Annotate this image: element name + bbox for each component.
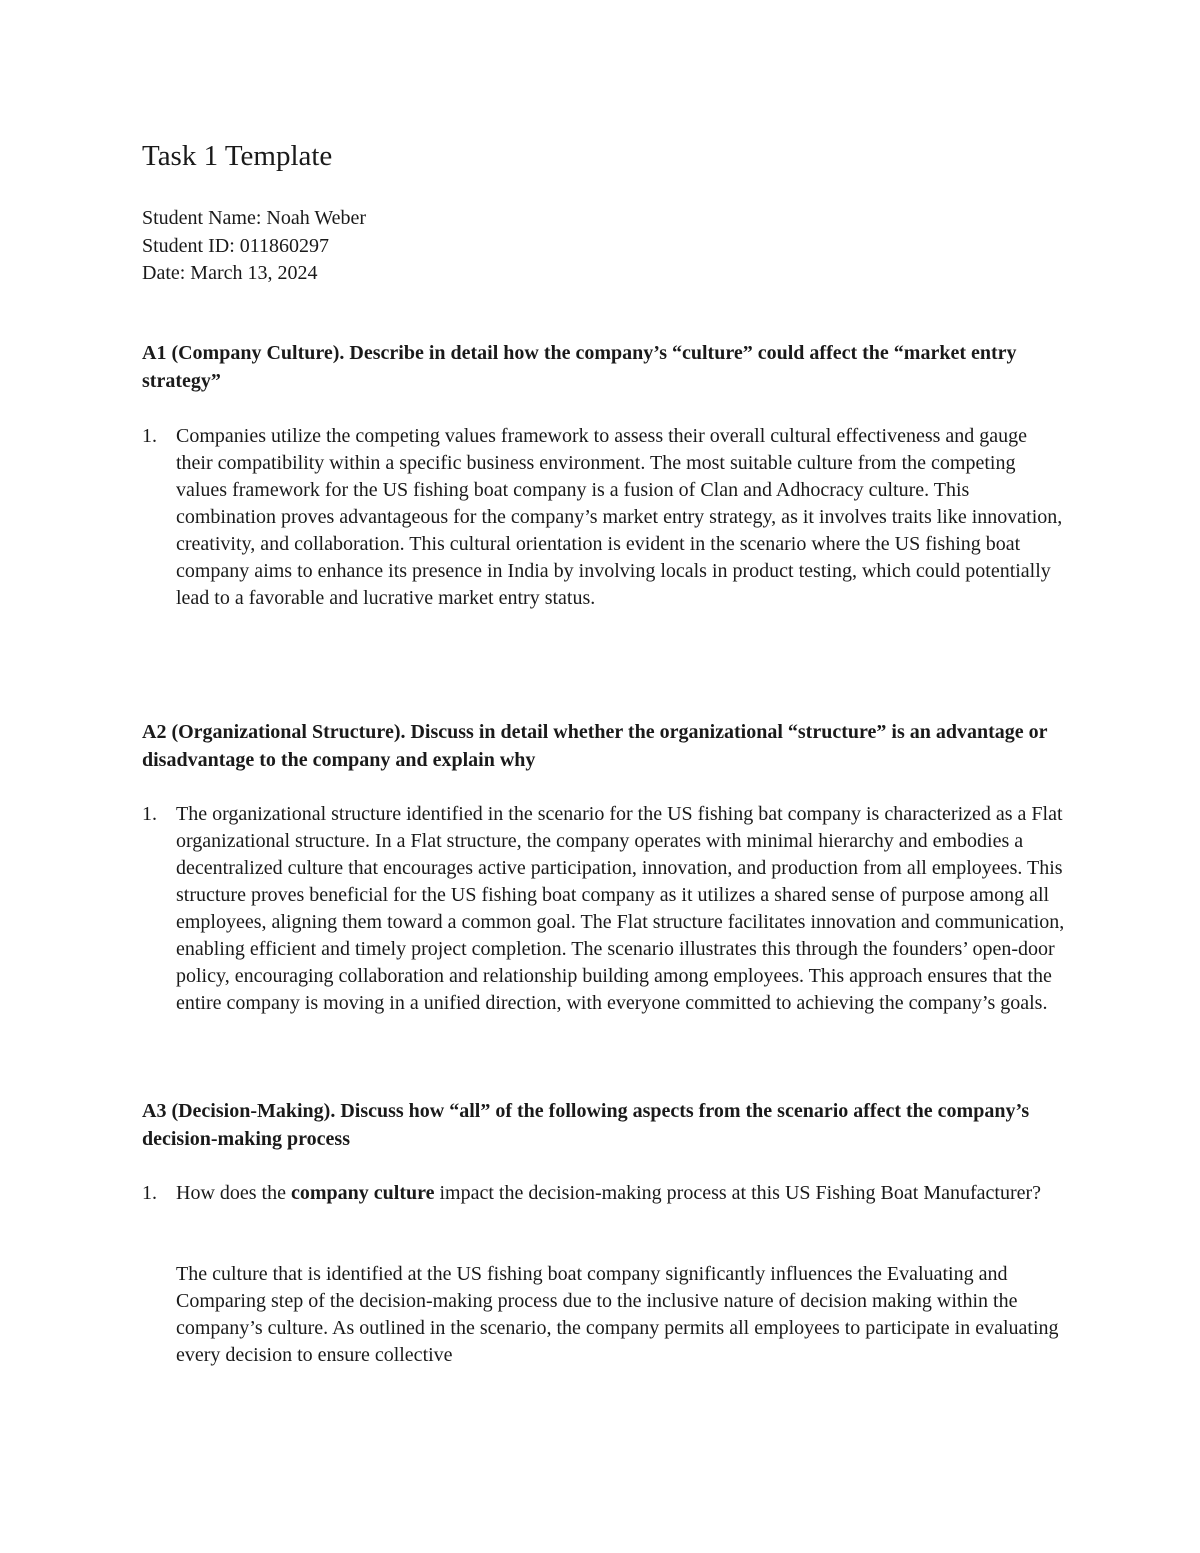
section-a3-question [176, 1180, 1068, 1207]
student-info [142, 205, 366, 288]
student-id: Student ID: 011860297 [142, 234, 330, 257]
section-a1-answer: Companies utilize the competing values framework to assess their overall cultural effectiveness and gauge their compatibility within a specific business environment. The most suitable culture from the competing values framework for the US fishing boat company is a fusion of Clan and Adhocracy culture. This combination proves advantageous for the company’s market entry strategy, as it involves traits like innovation, creativity, and collaboration. This cultural orientation is evident in the scenario where the US fishing boat company aims to enhance its presence in India by involving locals in product testing, which could potentially lead to a favorable and lucrative market entry status. [176, 425, 1063, 609]
section-a2-answer: The organizational structure identified in the scenario for the US fishing bat company is characterized as a Flat organizational structure. In a Flat structure, the company operates with minimal hierarchy and embodies a decentralized culture that encourages active participation, innovation, and production from all employees. This structure proves beneficial for the US fishing boat company as it utilizes a shared sense of purpose among all employees, aligning them toward a common goal. The Flat structure facilitates innovation and communication, enabling efficient and timely project completion. The scenario illustrates this through the founders’ open-door policy, encouraging collaboration and relationship building among employees. This approach ensures that the entire company is moving in a unified direction, with everyone committed to achieving the company’s goals. [176, 803, 1065, 1014]
question-suffix: impact the decision-making process at this US Fishing Boat Manufacturer? [434, 1182, 1042, 1204]
document-date: Date: March 13, 2024 [142, 262, 318, 284]
question-prefix: How does the [176, 1182, 291, 1204]
section-a2-item-number: 1. [142, 803, 157, 825]
section-a2-heading: A2 (Organizational Structure). Discuss in detail whether the organizational “structure” is an advantage or disadvantage to the company and explain why [142, 721, 1048, 771]
section-a3-answer: The culture that is identified at the US fishing boat company significantly influences the Evaluating and Comparing step of the decision-making process due to the inclusive nature of decision making within the company’s culture. As outlined in the scenario, the company permits all employees to participate in evaluating every decision to ensure collective [176, 1263, 1059, 1366]
student-name: Student Name: Noah Weber [142, 207, 367, 229]
section-a3-item-number: 1. [142, 1182, 157, 1204]
section-a3-heading: A3 (Decision-Making). Discuss how “all” of the following aspects from the scenario affect the company’s decision-making process [142, 1100, 1030, 1150]
question-bold-term: company culture [290, 1182, 435, 1204]
section-a1-item-number: 1. [142, 425, 157, 447]
document-title: Task 1 Template [142, 140, 333, 172]
section-a1-heading: A1 (Company Culture). Describe in detail how the company’s “culture” could affect the “market entry strategy” [142, 342, 1017, 392]
